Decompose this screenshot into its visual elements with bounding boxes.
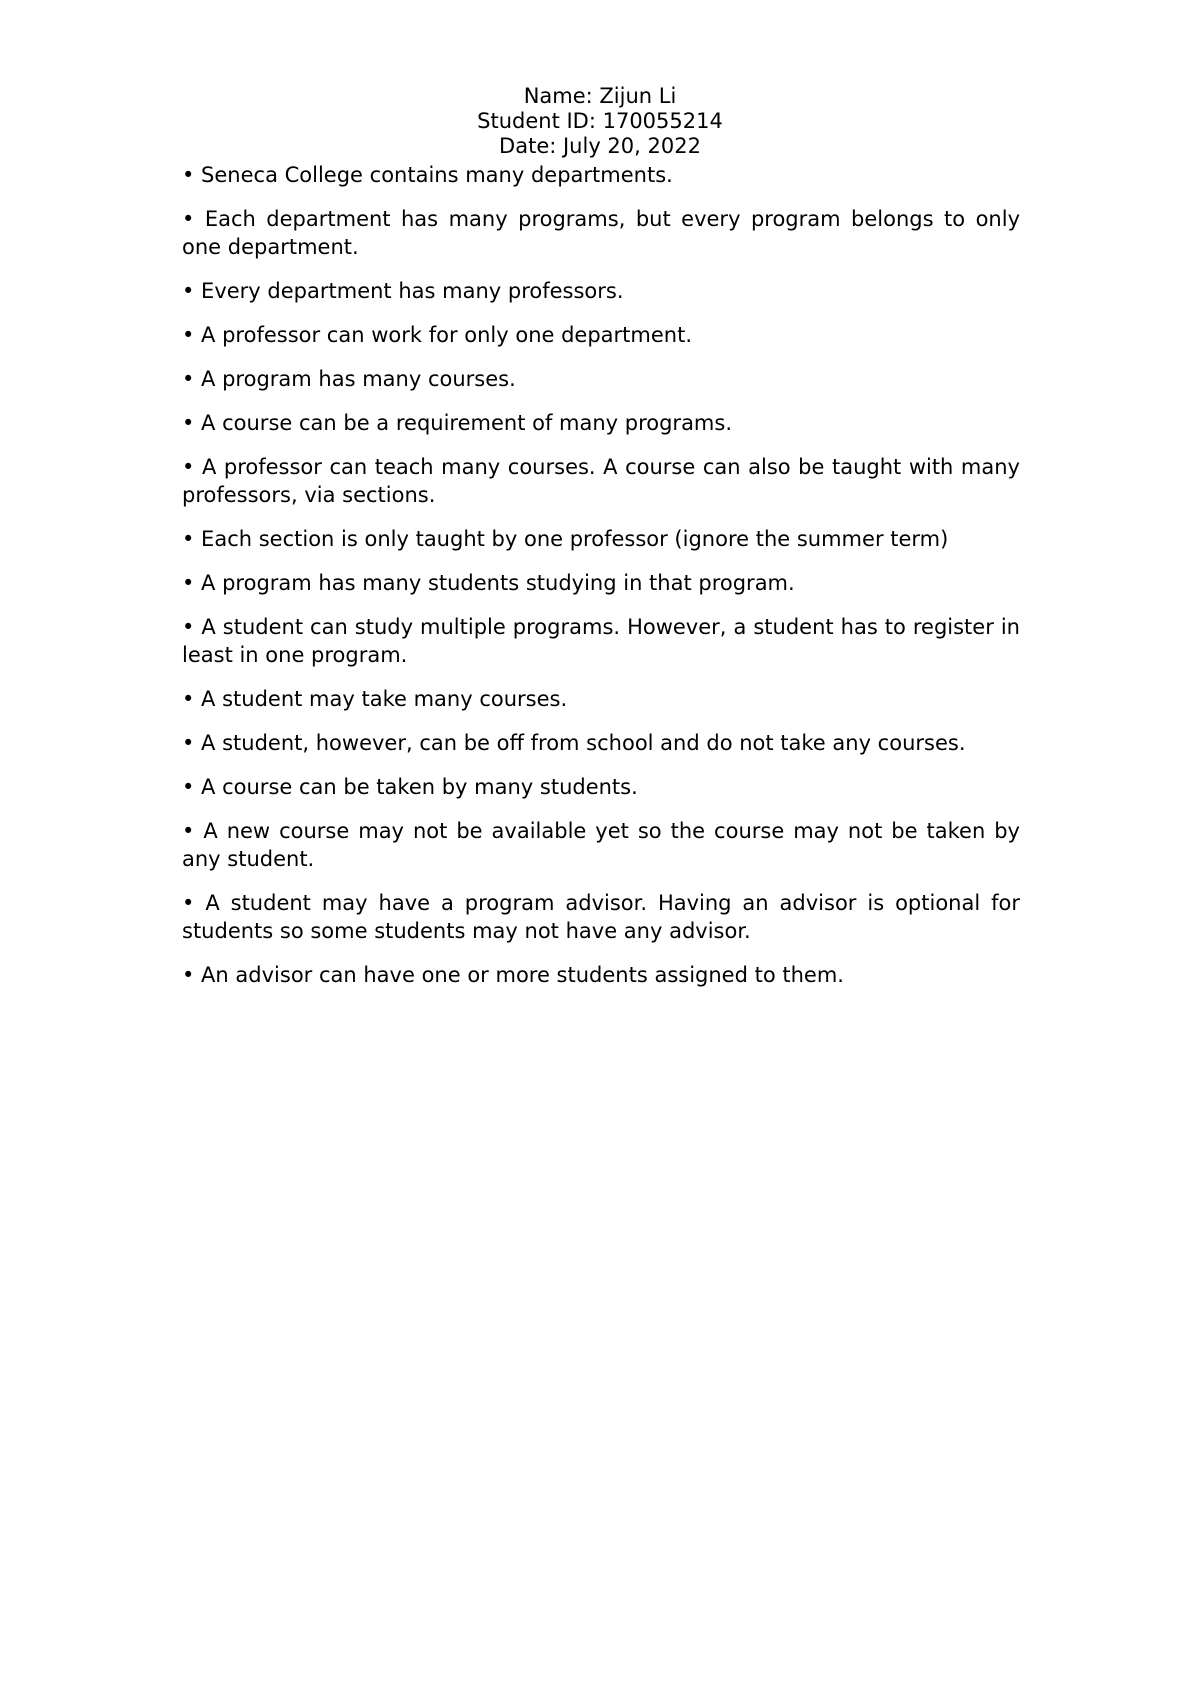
student-name: Name: Zijun Li: [523, 84, 677, 108]
list-item: • A student may have a program advisor. Having an advisor is optional for students so some students may not have any advisor.: [182, 891, 1020, 943]
list-item: • Seneca College contains many departments.: [182, 163, 673, 187]
document-header: [0, 84, 1200, 159]
document-date: Date: July 20, 2022: [499, 134, 701, 158]
student-id: Student ID: 170055214: [477, 109, 723, 133]
list-item: • A program has many students studying in that program.: [182, 571, 795, 595]
list-item: • A program has many courses.: [182, 367, 516, 391]
list-item: • A new course may not be available yet so the course may not be taken by any student.: [182, 819, 1020, 871]
list-item: • A student, however, can be off from school and do not take any courses.: [182, 731, 966, 755]
list-item: • Each section is only taught by one professor (ignore the summer term): [182, 527, 949, 551]
list-item: • Every department has many professors.: [182, 279, 624, 303]
list-item: • A student can study multiple programs. However, a student has to register in least in one program.: [182, 615, 1020, 667]
list-item: • A course can be taken by many students.: [182, 775, 638, 799]
list-item: • An advisor can have one or more students assigned to them.: [182, 963, 844, 987]
list-item: • A course can be a requirement of many programs.: [182, 411, 733, 435]
list-item: • A student may take many courses.: [182, 687, 568, 711]
list-item: • A professor can teach many courses. A course can also be taught with many professors, via sections.: [182, 455, 1020, 507]
requirements-list: [182, 161, 1020, 1005]
list-item: • Each department has many programs, but every program belongs to only one department.: [182, 207, 1020, 259]
list-item: • A professor can work for only one department.: [182, 323, 693, 347]
